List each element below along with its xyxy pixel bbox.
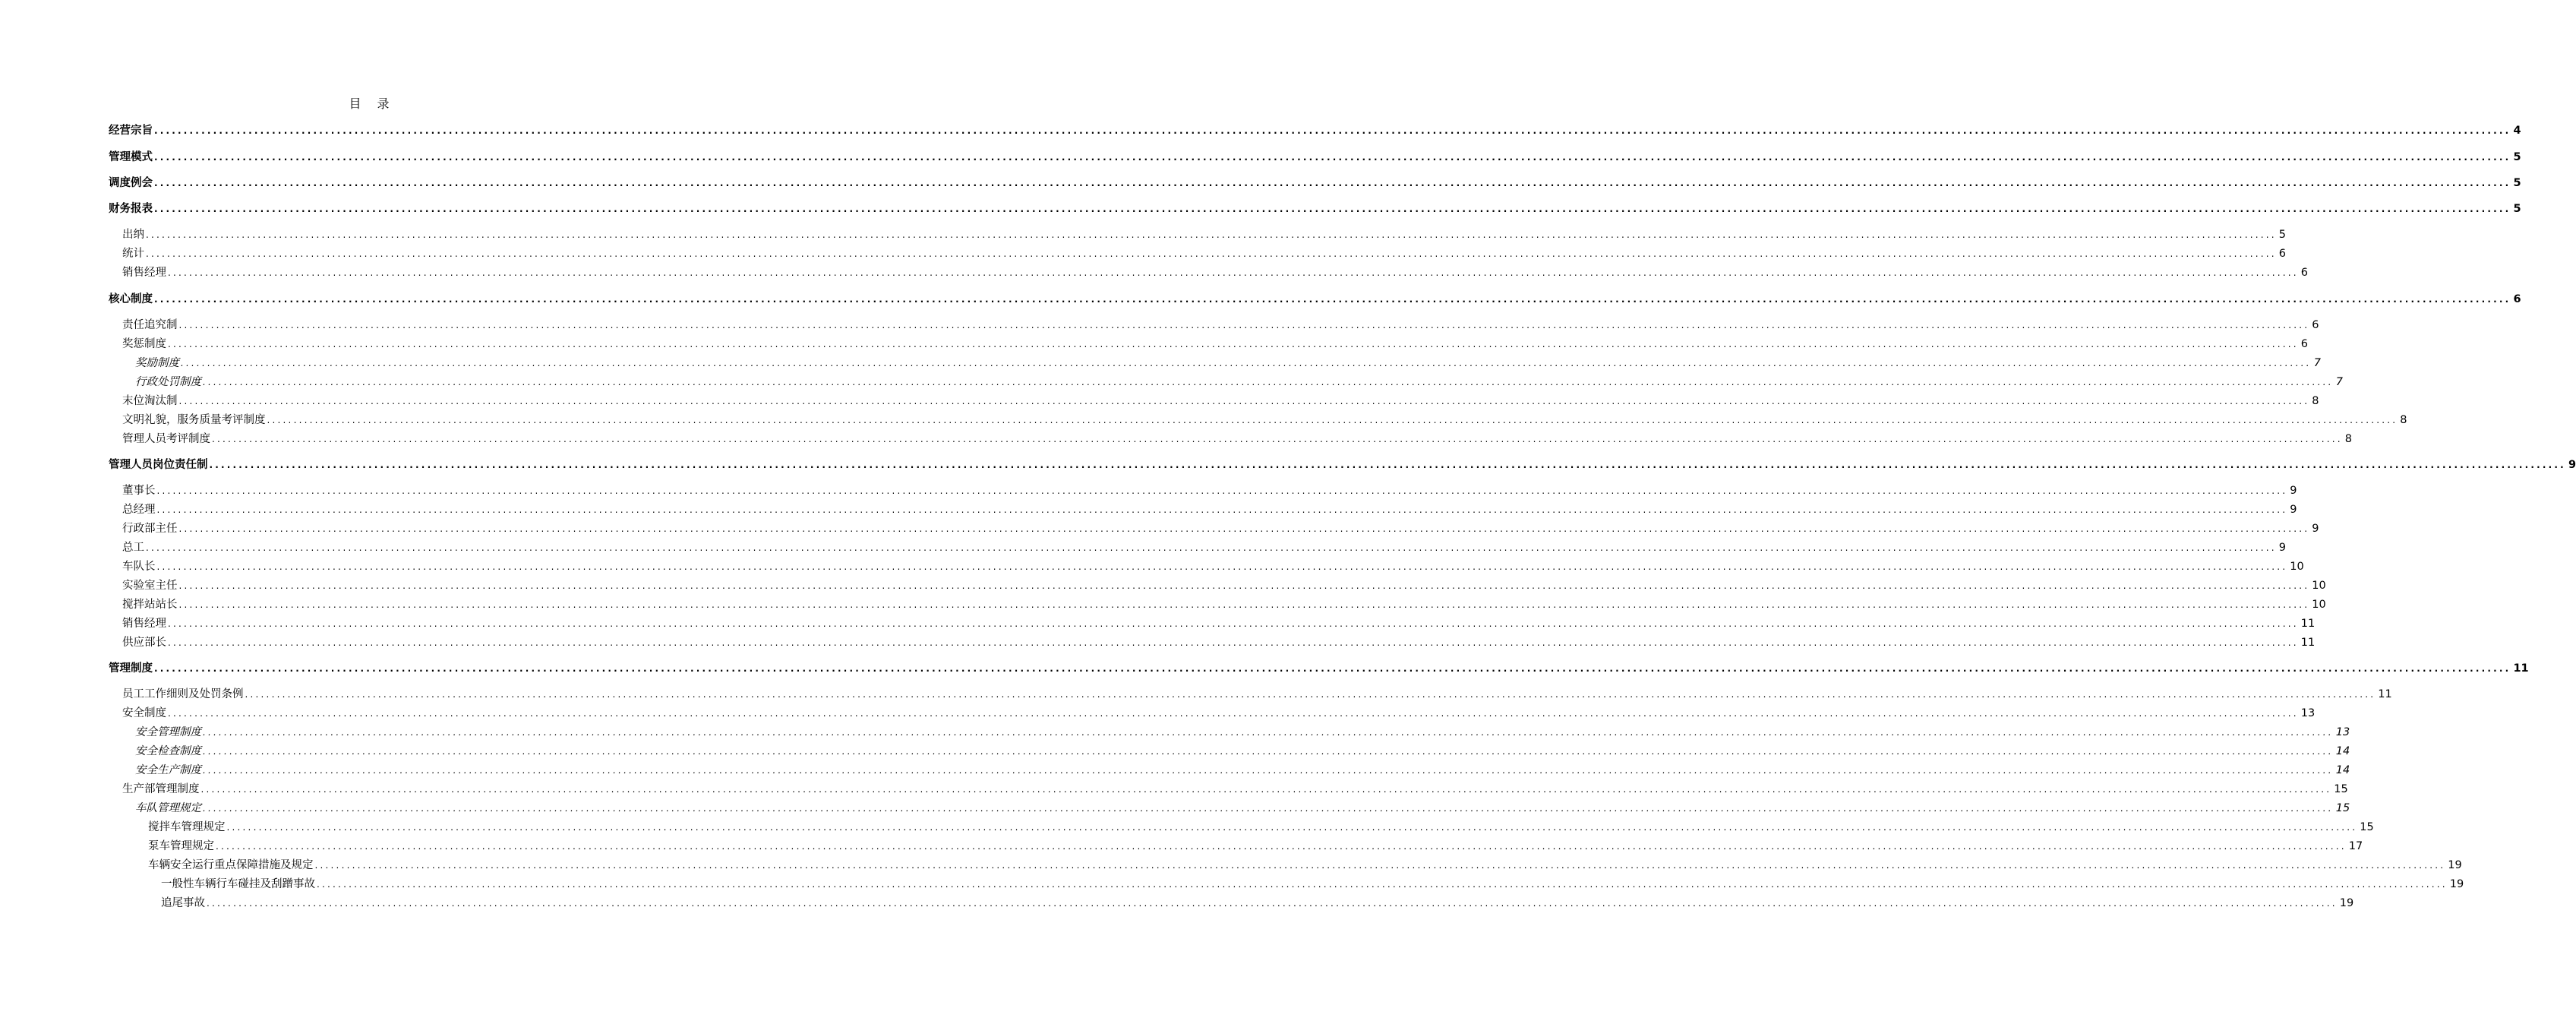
- toc-dot-leader: ................................................................................................................................................................................................................................................................................................................................................................................................................: [212, 434, 2343, 444]
- toc-entry-label: 供应部长: [122, 637, 166, 649]
- toc-entry[interactable]: [0, 201, 2521, 217]
- toc-page-number: 9: [2290, 485, 2297, 497]
- toc-entry-label: 总工: [122, 542, 144, 554]
- toc-dot-leader: ................................................................................................................................................................................................................................................................................................................................................................................................................: [156, 561, 2288, 572]
- toc-page-number: 5: [2513, 151, 2521, 163]
- toc-entry-label: 管理制度: [109, 662, 153, 675]
- toc-page-number: 4: [2513, 125, 2521, 137]
- toc-entry[interactable]: [0, 539, 2287, 556]
- toc-page-number: 9: [2278, 542, 2287, 554]
- toc-page-number: 15: [2360, 821, 2374, 833]
- toc-dot-leader: ................................................................................................................................................................................................................................................................................................................................................................................................................: [203, 377, 2334, 387]
- toc-entry-label: 总经理: [122, 504, 156, 516]
- toc-dot-leader: ................................................................................................................................................................................................................................................................................................................................................................................................................: [209, 460, 2566, 470]
- toc-entry[interactable]: [0, 895, 2354, 912]
- toc-dot-leader: ................................................................................................................................................................................................................................................................................................................................................................................................................: [154, 294, 2511, 305]
- toc-dot-leader: ................................................................................................................................................................................................................................................................................................................................................................................................................: [203, 727, 2334, 738]
- toc-page-number: 19: [2339, 897, 2354, 909]
- toc-entry-label: 出纳: [122, 229, 144, 241]
- toc-dot-leader: ................................................................................................................................................................................................................................................................................................................................................................................................................: [168, 618, 2299, 629]
- toc-dot-leader: ................................................................................................................................................................................................................................................................................................................................................................................................................: [178, 523, 2310, 534]
- toc-dot-leader: ................................................................................................................................................................................................................................................................................................................................................................................................................: [146, 229, 2277, 240]
- toc-entry-label: 文明礼貌，服务质量考评制度: [122, 414, 266, 426]
- toc-entry[interactable]: [0, 558, 2304, 575]
- toc-entry-label: 奖惩制度: [122, 338, 166, 350]
- toc-dot-leader: ................................................................................................................................................................................................................................................................................................................................................................................................................: [156, 504, 2288, 515]
- toc-entry[interactable]: [0, 374, 2344, 390]
- toc-page-number: 7: [2313, 357, 2322, 369]
- toc-entry-label: 管理模式: [109, 151, 153, 163]
- toc-page-number: 17: [2348, 840, 2363, 852]
- toc-entry-label: 安全管理制度: [135, 726, 201, 738]
- toc-entry[interactable]: [0, 122, 2521, 139]
- toc-page-number: 11: [2378, 688, 2392, 700]
- toc-page-number: 19: [2448, 859, 2462, 871]
- toc-dot-leader: ................................................................................................................................................................................................................................................................................................................................................................................................................: [203, 746, 2334, 757]
- toc-entry-label: 奖励制度: [135, 357, 179, 369]
- toc-dot-leader: ................................................................................................................................................................................................................................................................................................................................................................................................................: [216, 841, 2347, 852]
- toc-entry-label: 员工工作细则及处罚条例: [122, 688, 244, 700]
- toc-entry[interactable]: [0, 520, 2319, 537]
- toc-entry[interactable]: [0, 226, 2287, 243]
- toc-entry-label: 财务报表: [109, 203, 153, 215]
- toc-dot-leader: ................................................................................................................................................................................................................................................................................................................................................................................................................: [168, 637, 2299, 648]
- toc-page-number: 6: [2513, 293, 2521, 305]
- toc-entry-label: 安全制度: [122, 707, 166, 719]
- toc-entry[interactable]: [0, 431, 2353, 447]
- toc-entry[interactable]: [0, 705, 2316, 722]
- toc-entry[interactable]: [0, 819, 2374, 836]
- toc-entry[interactable]: [0, 264, 2309, 281]
- toc-page-number: 13: [2300, 707, 2316, 719]
- toc-dot-leader: ................................................................................................................................................................................................................................................................................................................................................................................................................: [168, 339, 2299, 349]
- toc-entry[interactable]: [0, 596, 2326, 613]
- toc-dot-leader: ................................................................................................................................................................................................................................................................................................................................................................................................................: [203, 765, 2334, 776]
- toc-entry-label: 核心制度: [109, 293, 153, 305]
- toc-entry[interactable]: [0, 317, 2319, 333]
- toc-entry[interactable]: [0, 615, 2316, 632]
- toc-entry-label: 末位淘汰制: [122, 395, 178, 407]
- toc-entry[interactable]: [0, 393, 2319, 409]
- toc-entry[interactable]: [0, 149, 2521, 166]
- toc-entry-label: 生产部管理制度: [122, 783, 200, 795]
- toc-dot-leader: ................................................................................................................................................................................................................................................................................................................................................................................................................: [146, 542, 2277, 553]
- toc-dot-leader: ................................................................................................................................................................................................................................................................................................................................................................................................................: [178, 320, 2310, 330]
- toc-entry-label: 行政部主任: [122, 523, 178, 535]
- toc-entry[interactable]: [0, 412, 2407, 428]
- toc-entry-label: 销售经理: [122, 618, 166, 630]
- toc-entry-label: 责任追究制: [122, 319, 178, 331]
- toc-entry-label: 车辆安全运行重点保障措施及规定: [148, 859, 314, 871]
- toc-title: 目 录: [349, 96, 396, 111]
- toc-entry-label: 管理人员考评制度: [122, 433, 210, 445]
- toc-dot-leader: ................................................................................................................................................................................................................................................................................................................................................................................................................: [317, 879, 2448, 890]
- toc-page-number: 8: [2344, 433, 2353, 445]
- toc-entry[interactable]: [0, 336, 2309, 352]
- toc-entry-label: 安全检查制度: [135, 745, 201, 757]
- toc-entry[interactable]: [0, 355, 2322, 371]
- toc-entry-label: 泵车管理规定: [148, 840, 214, 852]
- toc-dot-leader: ................................................................................................................................................................................................................................................................................................................................................................................................................: [168, 708, 2299, 719]
- toc-dot-leader: ................................................................................................................................................................................................................................................................................................................................................................................................................: [146, 248, 2277, 259]
- toc-page-number: 5: [2513, 177, 2521, 189]
- toc-entry[interactable]: [0, 743, 2350, 760]
- toc-dot-leader: ................................................................................................................................................................................................................................................................................................................................................................................................................: [314, 860, 2446, 871]
- toc-dot-leader: ................................................................................................................................................................................................................................................................................................................................................................................................................: [156, 485, 2288, 496]
- toc-page-number: 5: [2513, 203, 2521, 215]
- toc-page-number: 6: [2312, 319, 2319, 331]
- toc-page-number: 7: [2335, 376, 2344, 388]
- toc-entry-label: 销售经理: [122, 267, 166, 279]
- toc-dot-leader: ................................................................................................................................................................................................................................................................................................................................................................................................................: [154, 663, 2511, 674]
- toc-dot-leader: ................................................................................................................................................................................................................................................................................................................................................................................................................: [154, 125, 2511, 136]
- toc-entry-label: 董事长: [122, 485, 156, 497]
- toc-page-number: 5: [2278, 229, 2287, 241]
- toc-page-number: 6: [2278, 248, 2287, 260]
- toc-dot-leader: ................................................................................................................................................................................................................................................................................................................................................................................................................: [203, 803, 2334, 814]
- toc-entry[interactable]: [0, 634, 2316, 651]
- toc-page-number: 9: [2312, 523, 2319, 535]
- toc-entry-label: 调度例会: [109, 177, 153, 189]
- toc-dot-leader: ................................................................................................................................................................................................................................................................................................................................................................................................................: [154, 204, 2511, 214]
- toc-page-number: 6: [2300, 338, 2309, 350]
- toc-entry[interactable]: [0, 245, 2287, 262]
- toc-page-number: 13: [2335, 726, 2350, 738]
- toc-entry[interactable]: [0, 660, 2529, 677]
- toc-dot-leader: ................................................................................................................................................................................................................................................................................................................................................................................................................: [168, 267, 2299, 278]
- toc-page-number: 8: [2400, 414, 2407, 426]
- toc-entry[interactable]: [0, 501, 2297, 518]
- toc-entry[interactable]: [0, 291, 2521, 308]
- toc-entry-label: 管理人员岗位责任制: [109, 459, 208, 471]
- toc-page-number: 10: [2312, 599, 2326, 611]
- toc-entry-label: 一般性车辆行车碰挂及刮蹭事故: [161, 878, 315, 890]
- toc-dot-leader: ................................................................................................................................................................................................................................................................................................................................................................................................................: [154, 152, 2511, 163]
- toc-entry[interactable]: [0, 800, 2350, 817]
- toc-entry-label: 经营宗旨: [109, 125, 153, 137]
- toc-page-number: 8: [2312, 395, 2319, 407]
- toc-entry[interactable]: [0, 876, 2464, 893]
- toc-dot-leader: ................................................................................................................................................................................................................................................................................................................................................................................................................: [181, 358, 2312, 368]
- toc-dot-leader: ................................................................................................................................................................................................................................................................................................................................................................................................................: [178, 580, 2310, 591]
- toc-entry[interactable]: [0, 762, 2350, 779]
- toc-page-number: 15: [2334, 783, 2348, 795]
- toc-dot-leader: ................................................................................................................................................................................................................................................................................................................................................................................................................: [245, 689, 2376, 700]
- toc-page-number: 10: [2290, 561, 2304, 573]
- toc-page-number: 11: [2300, 637, 2316, 649]
- toc-entry[interactable]: [0, 781, 2348, 798]
- toc-dot-leader: ................................................................................................................................................................................................................................................................................................................................................................................................................: [226, 822, 2358, 833]
- toc-page-number: 11: [2300, 618, 2316, 630]
- toc-page-number: 14: [2335, 764, 2350, 776]
- toc-entry-label: 实验室主任: [122, 580, 178, 592]
- toc-page-number: 14: [2335, 745, 2350, 757]
- toc-entry[interactable]: [0, 686, 2392, 703]
- toc-page-number: 11: [2513, 662, 2529, 675]
- toc-dot-leader: ................................................................................................................................................................................................................................................................................................................................................................................................................: [154, 178, 2511, 188]
- toc-entry-label: 搅拌车管理规定: [148, 821, 226, 833]
- toc-entry-label: 车队管理规定: [135, 802, 201, 814]
- toc-entry[interactable]: [0, 724, 2350, 741]
- toc-entry-label: 搅拌站站长: [122, 599, 178, 611]
- toc-entry[interactable]: [0, 457, 2576, 473]
- toc-page-number: 10: [2312, 580, 2326, 592]
- toc-page-number: 9: [2568, 459, 2576, 471]
- toc-page-number: 19: [2449, 878, 2464, 890]
- toc-dot-leader: ................................................................................................................................................................................................................................................................................................................................................................................................................: [200, 784, 2332, 795]
- toc-entry[interactable]: [0, 175, 2521, 191]
- toc-entry[interactable]: [0, 577, 2326, 594]
- toc-entry[interactable]: [0, 857, 2462, 874]
- toc-page-number: 6: [2300, 267, 2309, 279]
- toc-dot-leader: ................................................................................................................................................................................................................................................................................................................................................................................................................: [207, 898, 2338, 909]
- toc-page-number: 9: [2290, 504, 2297, 516]
- toc-entry-label: 安全生产制度: [135, 764, 201, 776]
- toc-page-number: 15: [2335, 802, 2350, 814]
- toc-dot-leader: ................................................................................................................................................................................................................................................................................................................................................................................................................: [178, 396, 2310, 406]
- toc-entry-label: 统计: [122, 248, 144, 260]
- toc-dot-leader: ................................................................................................................................................................................................................................................................................................................................................................................................................: [178, 599, 2310, 610]
- toc-entry[interactable]: [0, 838, 2363, 855]
- toc-dot-leader: ................................................................................................................................................................................................................................................................................................................................................................................................................: [267, 415, 2398, 425]
- toc-entry-label: 追尾事故: [161, 897, 205, 909]
- toc-entry-label: 行政处罚制度: [135, 376, 201, 388]
- toc-entry-label: 车队长: [122, 561, 156, 573]
- toc-entry[interactable]: [0, 482, 2297, 499]
